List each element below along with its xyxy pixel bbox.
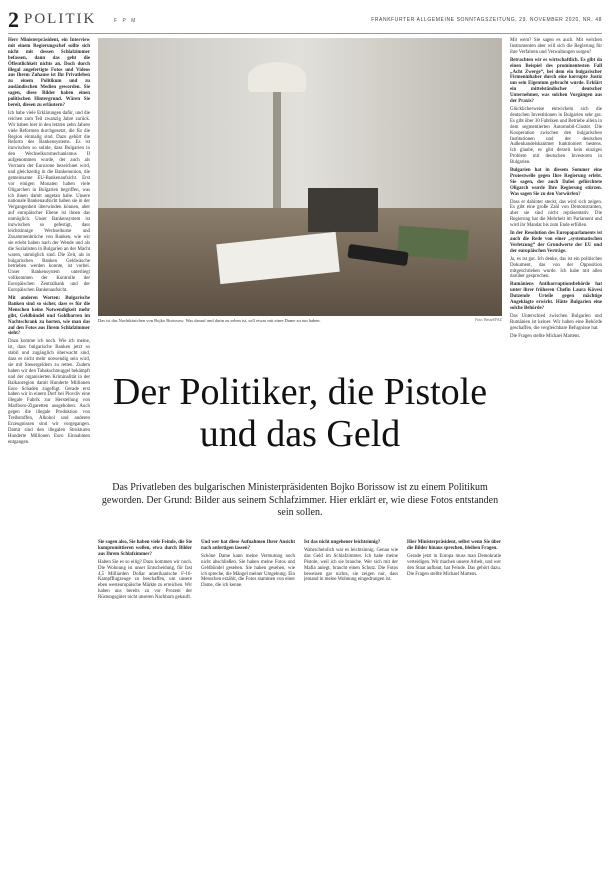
interview-question: Sie sagen also, Sie haben viele Feinde, die Sie kompromittieren wollen, etwa durch Bilder aus Ihrem Schlafzimmer?	[98, 540, 192, 557]
interview-answer: Gerade jetzt in Europa muss man Demokratie verteidigen. Wir machen unsere Arbeit, und wer den Staat aufbaut, hat Feinde. Das gehört dazu. Die Fragen stellte Michael Martens.	[407, 553, 501, 577]
interview-question: In der Resolution des Europaparlaments ist auch die Rede von einer „systematischen Verletzung“ der Grundwerte der EU und der europäischen Verträge.	[510, 231, 602, 254]
interview-answer: Schöne Dame kann meine Vermutung noch nicht abschließen. Sie haben meine Fotos und Geldbündel gesehen. Sie haben gesehen, wie ich spreche, die Mängel meiner Umgebung. Ein Menschen erzählt, die Fotos stammen von einer Dame, die ich kenne.	[201, 553, 295, 589]
page-header	[8, 8, 602, 34]
interview-question: Rumäniens Antikorruptionsbehörde hat unter ihrer früheren Chefin Laura Kövesi Dutzende Urteile gegen mächtige Angeklagte erwirkt. Hätte Bulgarien eine solche Behörde?	[510, 282, 602, 311]
interview-question: Hier Ministerpräsident, selbst wenn Sie über die Bilder hinaus sprechen, bleiben Fragen.	[407, 540, 501, 551]
section-title: POLITIK	[24, 11, 97, 27]
interview-question: Herr Ministerpräsident, ein Interview mit einem Regierungschef sollte sich nicht mit dessen Schlafzimmer befassen, dann das geht die Öffentlichkeit nichts an. Doch durch illegal angefertigte Fotos und Videos aus Ihrem Zuhause ist Ihr Privatleben zu einem Politikum und zu ausländischen Medien geworden. Sie sagen, diese Bilder haben einen politischen Hintergrund. Wären Sie bereit, diesen zu erläutern?	[8, 38, 90, 108]
photo-lamp-stand	[273, 78, 281, 208]
subheadline: Das Privatleben des bulgarischen Ministerpräsidenten Bojko Borissow ist zu einem Politikum geworden. Der Grund: Bilder aus seinem Schlafzimmer. Hier erklärt er, wie diese Fotos entstanden sein sollen.	[101, 482, 499, 518]
photo-drawer	[308, 188, 378, 232]
interview-answer: Ja, es ist gut. Ich denke, das ist ein politisches Dokument, das von der Opposition mitgeschrieben wurde. Ich habe mit allen darüber gesprochen.	[510, 256, 602, 280]
left-column	[8, 38, 90, 448]
headline: Der Politiker, die Pistole und das Geld	[112, 371, 488, 456]
interview-question: Betrachten wir es wirtschaftlich. Es gibt da einen Beispiel des prominentesten Fall „Acht Zwerge“, bei dem ein bulgarischer Firmeninhaber durch eine korrupte Justiz um sein Eigentum gebracht wurde. Erklärt ein mittelständischer deutscher Unternehmer, was solchen Vorgängen aus der Praxis?	[510, 57, 602, 105]
interview-question: Bulgarien hat in diesem Sommer eine Protestwelle gegen Ihre Regierung erlebt. Sie sagen, der auch Dabei gefürchtete Oligarch wurde Ihre Regierung stürzen. Was sagen Sie zu den Vorwürfen?	[510, 168, 602, 197]
running-head: FRANKFURTER ALLGEMEINE SONNTAGSZEITUNG, 29. NOVEMBER 2020, NR. 48	[371, 17, 602, 23]
photo-caption: Das ist das Nachtkästchen von Bojko Borissow: Was darauf und darin zu sehen ist, soll etwas mit einer Dame zu tun haben.	[98, 318, 321, 323]
interview-answer: Dazu komme ich noch. Wie ich meine, ist, dass bulgarische Banken jetzt so stabil und zugänglich überwacht sind, dass es nicht mehr notwendig sein wird, sie mit Steuergeldern zu retten. Zudem haben wir den Tabakschmuggel bekämpft und der organisierten Kriminalität in der Balkanregion damit Hunderte Millionen Euro Schaden zugefügt. Gerade erst haben wir in einem Dorf bei Plovdiv eine illegale Fabrik zur Herstellung von Marlboro-Zigaretten ausgehoben. Auch gegen die illegale Produktion von Treibstoffen, Alkohol und anderen Erzeugnissen sind wir vorgegangen. Damit sind den illegalen Strukturen Hunderte Millionen Euro Einnahmen entgangen.	[8, 339, 90, 445]
interview-answer: Mit wem? Sie sagen es auch. Mit welchen Instrumenten aber will sich die Regierung für ihre Verfahren und Verwaltungen sorgen?	[510, 38, 602, 55]
edition-mark: F P M	[114, 18, 138, 24]
right-column	[510, 38, 602, 342]
interview-answer: Dass er dahinter steckt, das wird sich zeigen. Es gibt eine große Zahl von Demonstranten, aber sie sind nicht repräsentativ. Die Regierung hat die Mehrheit im Parlament und wird ihr Mandat bis zum Ende erfüllen.	[510, 199, 602, 229]
interview-answer: Ich habe viele Erklärungen dafür, und die reichen zum Teil zwanzig Jahre zurück. Wir haben hier in den letzten zehn Jahren viele Reformen durchgesetzt, die für die Region einmalig sind. Dazu gehört die Reform des Bankensystems. Es ist inzwischen so solide, dass Bulgarien in den Wechselkursmechanismus II aufgenommen wurde, der auch als Vorraum der Eurozone bezeichnet wird, und gleichzeitig in die Bankenunion, die gemeinsame EU-Bankenaufsicht. Erst vor einigen Monaten haben viele Oligarchen in Bulgarien begriffen, was ich ihnen damit angetan habe. Unsere nationale Bankenaufsicht haben sie in der Vergangenheit überwinden können, aber auf europäischer Ebene ist ihnen das unmöglich. Unser Bankensystem ist inzwischen so gefestigt, dass leichtsinnige Wechselkurse und Zusammenbrüche von Banken, wie wir sie erlebt haben nach der Wende und als die Sozialisten in Bulgarien an der Macht waren, unmöglich sind. Die Zeit, als in bulgarischen Banken Geldwäsche betrieben werden konnte, ist vorbei. Unser Bankensystem unterliegt vollkommen der Kontrolle der Europäischen Zentralbank und der Europäischen Bankenaufsicht.	[8, 110, 90, 294]
interview-question: Und wer hat diese Aufnahmen Ihrer Ansicht nach anfertigen lassen?	[201, 540, 295, 551]
body-column-4	[407, 540, 501, 579]
interview-answer: Glücklicherweise entwickeln sich die deutschen Investitionen in Bulgarien sehr gut. Es gibt über 30 Fabriken und Betriebe allein in dem segmentierten Automobil-Cluster. Die Kooperation zwischen den bulgarischen Institutionen und der deutschen Außenhandelskammer funktioniert bestens. Ich glaube, es gibt derzeit kein einziges Problem mit deutschen Investoren in Bulgarien.	[510, 106, 602, 166]
body-column-2	[201, 540, 295, 591]
page-number: 2	[8, 7, 19, 32]
interview-answer: Die Fragen stellte Michael Martens.	[510, 333, 581, 339]
interview-answer: Haben Sie es so eilig? Dazu kommen wir noch. Die Wohnung ist unser Entscheidung, für fast 4,5 Milliarden Dollar amerikanische F-16-Kampfflugzeuge zu beschaffen, um unsere eben westeuropäische Märkte zu erreichen. Wir haben uns bereits zu vor Prozent der Rüstungsgüter nicht unseren Nachbarn gekauft.	[98, 559, 192, 601]
article-photo	[98, 38, 502, 316]
body-column-3	[304, 540, 398, 585]
interview-question: Mit anderen Worten: Bulgarische Banken sind so sicher, dass es für die Menschen keine Notwendigkeit mehr gibt, Geldbündel und Goldbarren im Nachtschrank zu horten, wie man das auf den Fotos aus Ihrem Schlafzimmer sieht?	[8, 295, 90, 337]
interview-answer: Das Unterschied zwischen Bulgarien und Rumänien ist keiner. Wir haben eine Behörde geschaffen, die vergleichbare Befugnisse hat.	[510, 313, 602, 331]
photo-lamp-shade	[248, 62, 306, 92]
photo-wall	[98, 38, 502, 208]
interview-answer: Wahrscheinlich war es leichtsinnig. Genau wie das Geld im Schlafzimmer. Ich habe meine Pistole, weil ich sie brauche. Wer sich mit der Mafia anlegt, braucht einen Schutz. Die Fotos beweisen gar nichts, sie zeigen nur, dass jemand in meine Wohnung eingedrungen ist.	[304, 547, 398, 583]
header-rule	[8, 33, 602, 34]
body-column-1	[98, 540, 192, 603]
photo-credit: Foto: Bessel/FAZ	[475, 318, 502, 322]
interview-question: Ist das nicht ungeheuer leichtsinnig?	[304, 540, 381, 545]
